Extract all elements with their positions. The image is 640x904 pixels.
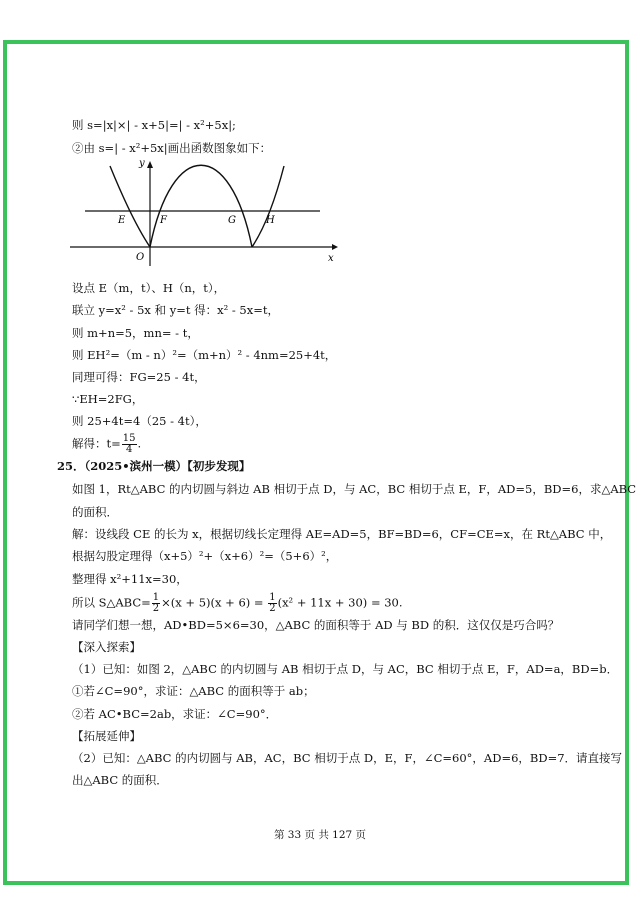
text-line-14: 解：设线段 CE 的长为 x，根据切线长定理得 AE=AD=5，BF=BD=6，CF=CE=x，在 Rt△ABC 中， <box>72 527 612 541</box>
area-formula-line <box>72 593 403 614</box>
text-line-13: 的面积． <box>72 505 118 519</box>
fraction-t <box>122 434 137 455</box>
section-deep-explore: 【深入探索】 <box>72 640 141 654</box>
question-25-header: 25．（2025•滨州一模）【初步发现】 <box>57 459 251 473</box>
section-extension: 【拓展延伸】 <box>72 729 141 743</box>
text-line-9: 则 25+4t=4（25 - 4t）， <box>72 414 207 428</box>
point-f-label: F <box>160 215 167 226</box>
text-line-2: ②由 s=| - x²+5x|画出函数图象如下： <box>72 141 272 155</box>
text-line-1: 则 s=|x|×| - x+5|=| - x²+5x|; <box>72 118 236 132</box>
text-line-6: 则 EH²=（m - n）²=（m+n）² - 4nm=25+4t， <box>72 348 337 362</box>
solution-t-line: 解得：t= $\frac{15}{4}$ . <box>72 433 142 455</box>
text-line-16: 整理得 x²+11x=30， <box>72 572 188 586</box>
area-formula-prefix: 所以 S△ABC= <box>72 595 151 610</box>
fraction-t-num: 15 <box>122 433 136 444</box>
point-g-label: G <box>228 215 236 226</box>
text-line-20: （1）已知：如图 2，△ABC 的内切圆与 AB 相切于点 D，与 AC，BC 相切于点 E，F，AD=a，BD=b． <box>72 662 619 676</box>
text-line-25: 出△ABC 的面积． <box>72 773 168 787</box>
fraction-half-2 <box>268 593 276 614</box>
fraction-t-den: 4 <box>125 444 133 455</box>
half-1-num: 1 <box>152 592 160 603</box>
x-axis-arrow <box>332 244 338 250</box>
text-line-5: 则 m+n=5，mn= - t， <box>72 326 199 340</box>
half-1-den: 2 <box>152 603 160 614</box>
origin-label: O <box>136 252 145 263</box>
half-2-den: 2 <box>269 603 276 614</box>
curve-right-branch <box>252 166 284 247</box>
x-axis-label: x <box>328 253 334 264</box>
solution-t-text: 解得：t= <box>72 436 121 451</box>
function-graph <box>70 158 345 268</box>
curve-hump <box>150 165 252 247</box>
text-line-18: 请同学们想一想，AD•BD=5×6=30，△ABC 的面积等于 AD 与 BD 的积．这仅仅是巧合吗？ <box>72 618 560 632</box>
text-line-24: （2）已知：△ABC 的内切圆与 AB，AC，BC 相切于点 D，E，F，∠C=60°，AD=6，BD=7．请直接写 <box>72 751 623 765</box>
point-e-label: E <box>118 215 126 226</box>
text-line-7: 同理可得：FG=25 - 4t， <box>72 370 206 384</box>
y-axis-label: y <box>139 158 145 169</box>
text-line-15: 根据勾股定理得（x+5）²+（x+6）²=（5+6）²， <box>72 549 338 563</box>
text-line-21: ①若∠C=90°，求证：△ABC 的面积等于 ab； <box>72 684 315 698</box>
curve-left-branch <box>110 166 150 247</box>
text-line-8: ∵EH=2FG， <box>72 392 144 406</box>
text-line-3: 设点 E（m，t）、H（n，t）， <box>72 281 226 295</box>
text-line-22: ②若 AC•BC=2ab，求证：∠C=90°． <box>72 707 278 721</box>
area-formula-tail: (x² + 11x + 30) = 30. <box>277 595 403 610</box>
half-2-num: 1 <box>269 592 276 603</box>
text-line-12: 如图 1，Rt△ABC 的内切圆与斜边 AB 相切于点 D，与 AC，BC 相切于点 E，F，AD=5，BD=6，求△ABC <box>72 482 637 496</box>
y-axis-arrow <box>147 161 153 168</box>
page-footer: 第 33 页 共 127 页 <box>273 829 367 841</box>
area-formula-mid: ×(x + 5)(x + 6) = <box>161 595 264 610</box>
text-line-4: 联立 y=x² - 5x 和 y=t 得：x² - 5x=t， <box>72 303 279 317</box>
point-h-label: H <box>266 215 275 226</box>
fraction-half-1 <box>152 593 160 614</box>
